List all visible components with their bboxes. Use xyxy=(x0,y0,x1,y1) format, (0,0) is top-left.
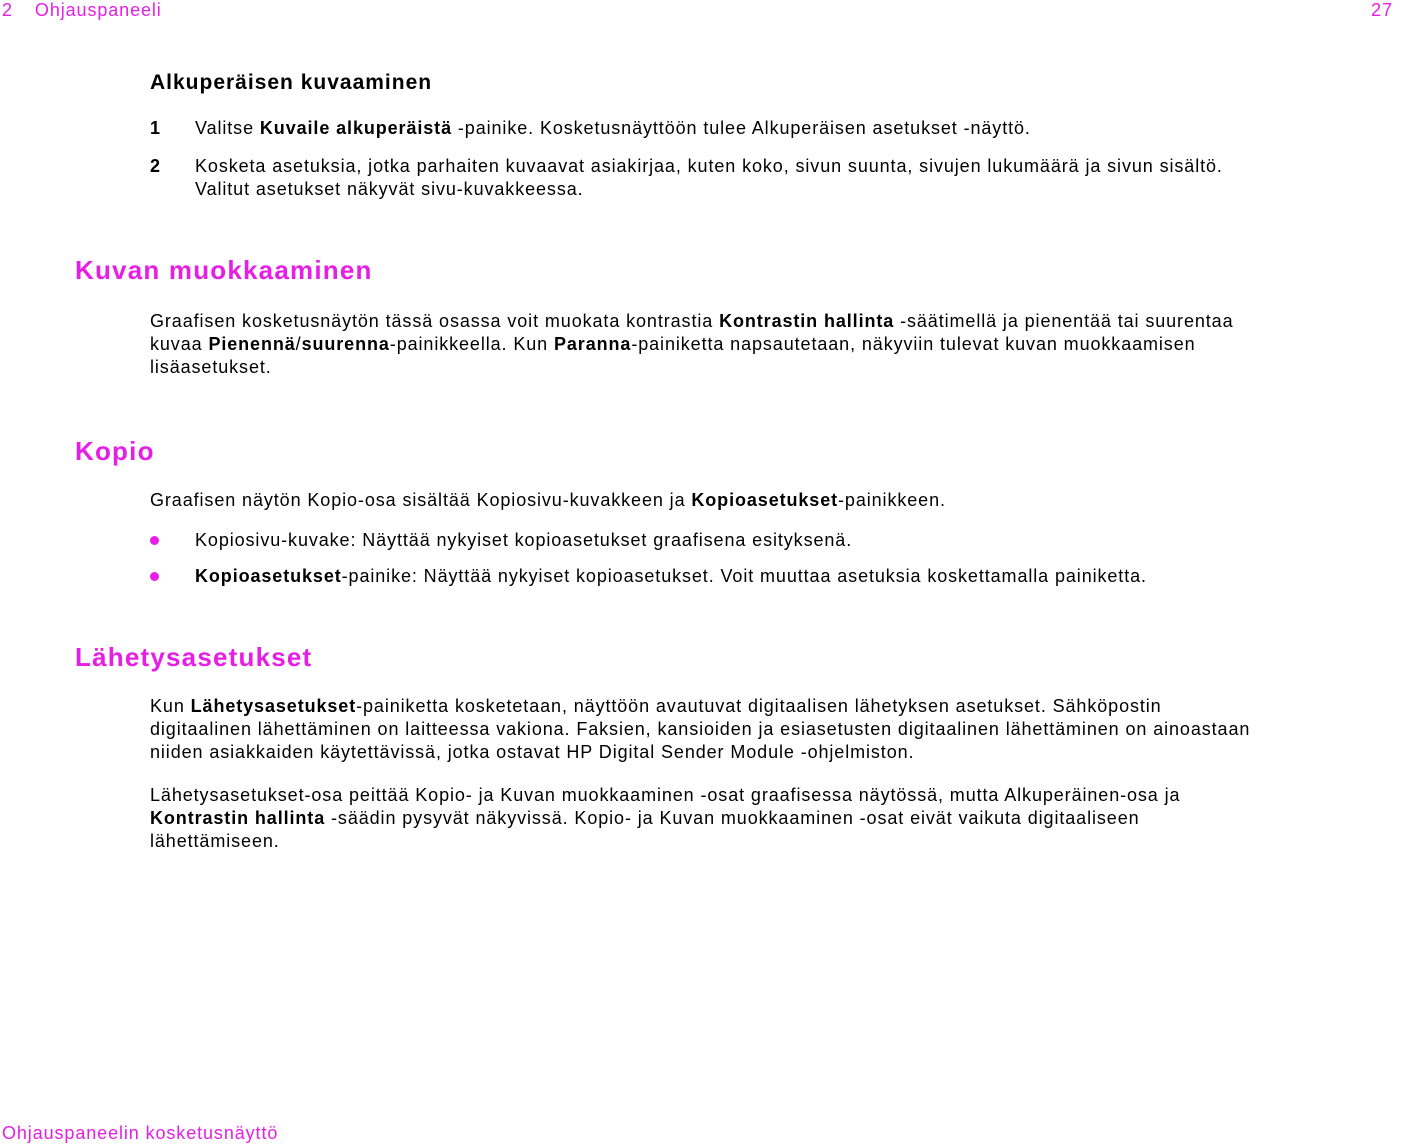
running-footer: Ohjauspaneelin kosketusnäyttö xyxy=(2,1123,279,1143)
control-name-contrast: Kontrastin hallinta xyxy=(719,311,895,331)
bullet-item-copy-icon xyxy=(150,529,1415,552)
bullet-icon xyxy=(150,536,159,545)
button-name-enlarge: suurenna xyxy=(301,334,390,354)
step-1 xyxy=(150,117,1415,140)
button-name-send-settings: Lähetysasetukset xyxy=(190,696,357,716)
button-name-describe-original: Kuvaile alkuperäistä xyxy=(259,118,452,138)
page-number: 27 xyxy=(1371,0,1393,20)
control-name-contrast: Kontrastin hallinta xyxy=(150,808,326,828)
heading-send-settings: Lähetysasetukset xyxy=(75,642,313,672)
chapter-number: 2 xyxy=(2,0,13,20)
bullet-item-copy-settings xyxy=(150,565,1415,588)
heading-image-edit: Kuvan muokkaaminen xyxy=(75,255,373,285)
button-name-enhance: Paranna xyxy=(553,334,632,354)
paragraph-copy-intro: Graafisen näytön Kopio-osa sisältää Kopiosivu-kuvakkeen ja Kopioasetukset-painikkeen. xyxy=(150,490,946,510)
step-text: Valitse Kuvaile alkuperäistä -painike. Kosketusnäyttöön tulee Alkuperäisen asetukset -näyttö. xyxy=(195,118,1031,138)
chapter-title: Ohjauspaneeli xyxy=(34,0,162,20)
running-header xyxy=(2,0,162,21)
button-name-reduce: Pienennä xyxy=(208,334,296,354)
paragraph-send-1: Kun Lähetysasetukset-painiketta kosketetaan, näyttöön avautuvat digitaalisen lähetyksen asetukset. Sähköpostin digitaalinen lähettäminen on laitteessa vakiona. Faksien, kansioiden ja esiasetusten digitaalinen lähettäminen on ainoastaan niiden asiakkaiden käytettävissä, jotka ostavat HP Digital Sender Module -ohjelmiston. xyxy=(150,696,1251,762)
step-2 xyxy=(150,155,1415,201)
step-number: 1 xyxy=(150,118,161,138)
step-number: 2 xyxy=(150,156,161,176)
bullet-text: Kopiosivu-kuvake: Näyttää nykyiset kopioasetukset graafisena esityksenä. xyxy=(195,530,853,550)
step-text: Kosketa asetuksia, jotka parhaiten kuvaavat asiakirjaa, kuten koko, sivun suunta, sivujen lukumäärä ja sivun sisältö. Valitut asetukset näkyvät sivu-kuvakkeessa. xyxy=(195,156,1223,199)
paragraph-send-2: Lähetysasetukset-osa peittää Kopio- ja Kuvan muokkaaminen -osat graafisessa näytössä, mutta Alkuperäinen-osa ja Kontrastin hallinta -säädin pysyvät näkyvissä. Kopio- ja Kuvan muokkaaminen -osat eivät vaikuta digitaaliseen lähettämiseen. xyxy=(150,785,1181,851)
bullet-icon xyxy=(150,572,159,581)
bullet-text: Kopioasetukset-painike: Näyttää nykyiset kopioasetukset. Voit muuttaa asetuksia koskettamalla painiketta. xyxy=(195,566,1147,586)
button-name-copy-settings: Kopioasetukset xyxy=(691,490,839,510)
heading-original-description: Alkuperäisen kuvaaminen xyxy=(150,71,433,94)
paragraph-image-edit: Graafisen kosketusnäytön tässä osassa voit muokata kontrastia Kontrastin hallinta -säätimellä ja pienentää tai suurentaa kuvaa Pienennä/suurenna-painikkeella. Kun Paranna-painiketta napsautetaan, näkyviin tulevat kuvan muokkaamisen lisäasetukset. xyxy=(150,311,1234,377)
heading-copy: Kopio xyxy=(75,436,155,466)
